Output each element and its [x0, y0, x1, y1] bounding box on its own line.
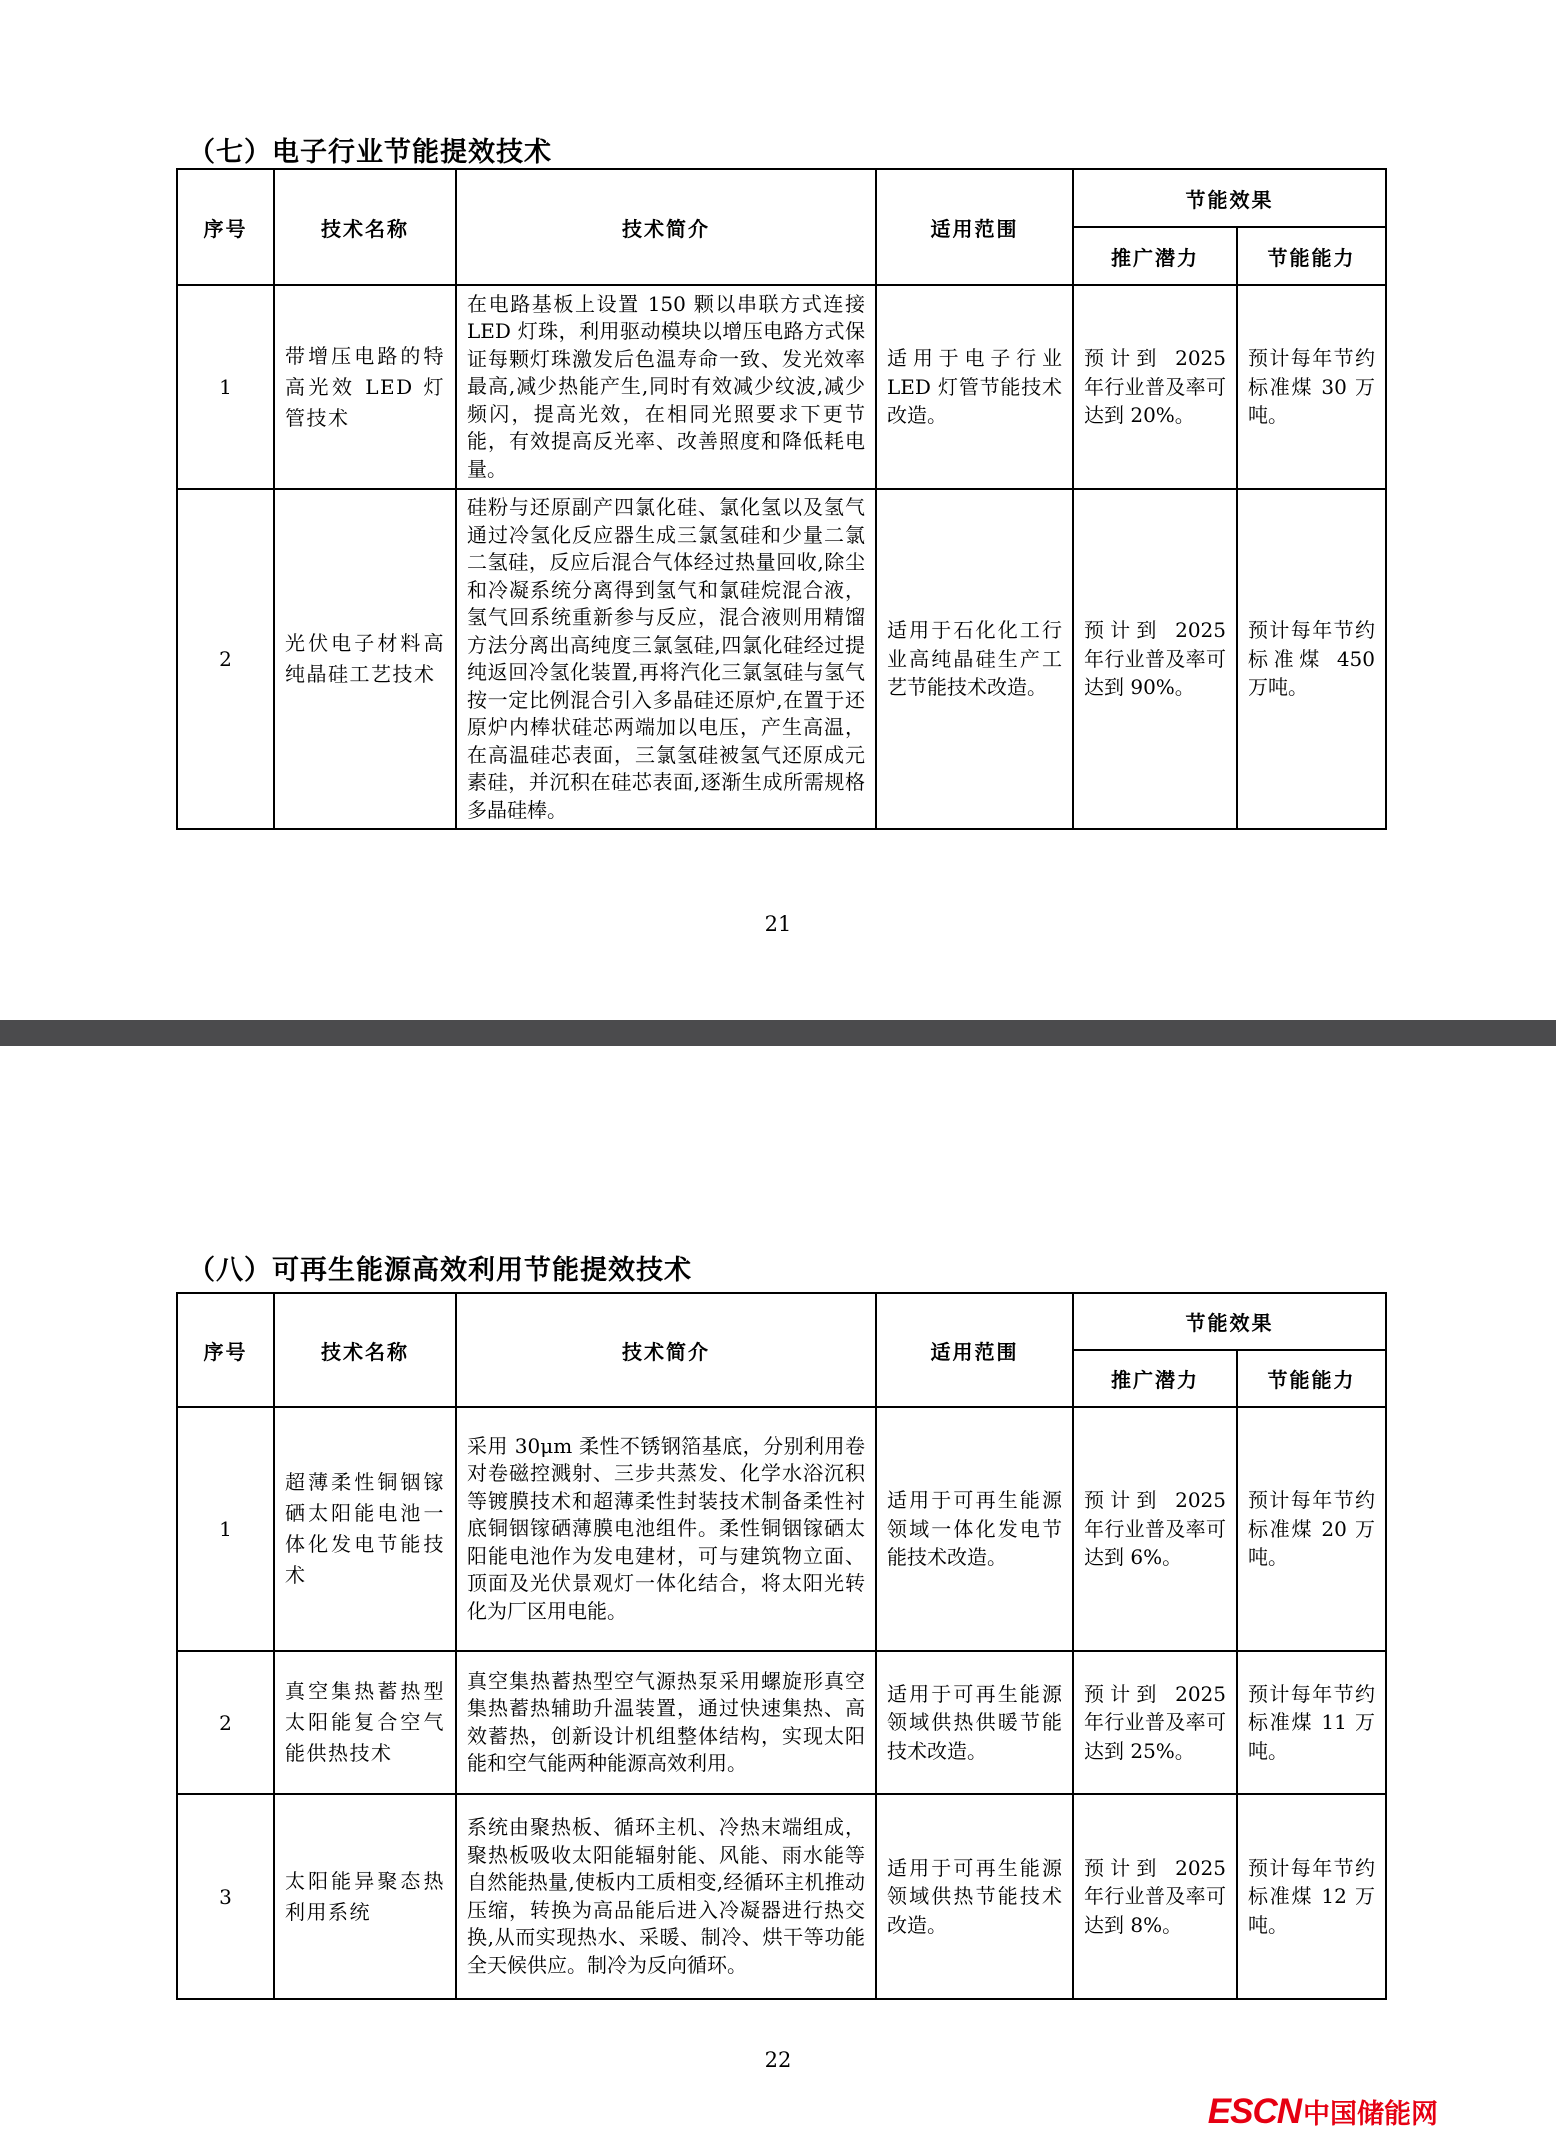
table-row [177, 1794, 1386, 1999]
cell-scope: 适用于电子行业 LED 灯管节能技术改造。 [876, 285, 1073, 489]
cell-tech-name: 超薄柔性铜铟镓硒太阳能电池一体化发电节能技术 [274, 1407, 456, 1651]
section8-heading: （八）可再生能源高效利用节能提效技术 [188, 1255, 692, 1285]
col-header-scope: 适用范围 [876, 169, 1073, 285]
cell-scope: 适用于可再生能源领域供热供暖节能技术改造。 [876, 1651, 1073, 1794]
page-number-21: 21 [764, 912, 792, 936]
cell-tech-intro: 在电路基板上设置 150 颗以串联方式连接 LED 灯珠，利用驱动模块以增压电路方式保证每颗灯珠激发后色温寿命一致、发光效率最高,减少热能产生,同时有效减少纹波,减少频闪，提高光效，在相同光照要求下更节能，有效提高反光率、改善照度和降低耗电量。 [456, 285, 876, 489]
cell-serial: 2 [177, 1651, 274, 1794]
col-header-promotion-potential: 推广潜力 [1073, 1350, 1237, 1407]
cell-capability: 预计每年节约标准煤 11 万吨。 [1237, 1651, 1386, 1794]
table-row [177, 1651, 1386, 1794]
section7-tech-table [176, 168, 1387, 830]
page-number-22: 22 [764, 2048, 792, 2072]
col-header-serial: 序号 [177, 169, 274, 285]
section7-heading: （七）电子行业节能提效技术 [188, 137, 552, 167]
col-header-saving-effect: 节能效果 [1073, 1293, 1386, 1350]
cell-tech-name: 太阳能异聚态热利用系统 [274, 1794, 456, 1999]
cell-potential: 预计到 2025 年行业普及率可达到 20%。 [1073, 285, 1237, 489]
col-header-saving-capability: 节能能力 [1237, 1350, 1386, 1407]
cell-tech-name: 光伏电子材料高纯晶硅工艺技术 [274, 489, 456, 829]
col-header-tech-intro: 技术简介 [456, 169, 876, 285]
cell-scope: 适用于可再生能源领域供热节能技术改造。 [876, 1794, 1073, 1999]
cell-capability: 预计每年节约标准煤 450 万吨。 [1237, 489, 1386, 829]
cell-capability: 预计每年节约标准煤 20 万吨。 [1237, 1407, 1386, 1651]
escn-logo [1208, 2092, 1438, 2132]
col-header-tech-intro: 技术简介 [456, 1293, 876, 1407]
table-row [177, 489, 1386, 829]
cell-scope: 适用于石化化工行业高纯晶硅生产工艺节能技术改造。 [876, 489, 1073, 829]
col-header-tech-name: 技术名称 [274, 1293, 456, 1407]
cell-tech-intro: 系统由聚热板、循环主机、冷热末端组成，聚热板吸收太阳能辐射能、风能、雨水能等自然能热量,使板内工质相变,经循环主机推动压缩，转换为高品能后进入冷凝器进行热交换,从而实现热水、采暖、制冷、烘干等功能全天候供应。制冷为反向循环。 [456, 1794, 876, 1999]
cell-potential: 预计到 2025 年行业普及率可达到 8%。 [1073, 1794, 1237, 1999]
section8-tech-table [176, 1292, 1387, 2000]
cell-capability: 预计每年节约标准煤 12 万吨。 [1237, 1794, 1386, 1999]
table-row [177, 285, 1386, 489]
cell-scope: 适用于可再生能源领域一体化发电节能技术改造。 [876, 1407, 1073, 1651]
cell-potential: 预计到 2025 年行业普及率可达到 25%。 [1073, 1651, 1237, 1794]
cell-serial: 3 [177, 1794, 274, 1999]
escn-logo-text: ESCN [1207, 2092, 1301, 2131]
col-header-saving-effect: 节能效果 [1073, 169, 1386, 227]
cell-tech-intro: 真空集热蓄热型空气源热泵采用螺旋形真空集热蓄热辅助升温装置，通过快速集热、高效蓄热，创新设计机组整体结构，实现太阳能和空气能两种能源高效利用。 [456, 1651, 876, 1794]
cell-potential: 预计到 2025 年行业普及率可达到 6%。 [1073, 1407, 1237, 1651]
cell-capability: 预计每年节约标准煤 30 万吨。 [1237, 285, 1386, 489]
col-header-serial: 序号 [177, 1293, 274, 1407]
page-divider-bar [0, 1020, 1556, 1046]
cell-serial: 1 [177, 285, 274, 489]
cell-tech-name: 真空集热蓄热型太阳能复合空气能供热技术 [274, 1651, 456, 1794]
cell-tech-name: 带增压电路的特高光效 LED 灯管技术 [274, 285, 456, 489]
cell-serial: 2 [177, 489, 274, 829]
cell-potential: 预计到 2025 年行业普及率可达到 90%。 [1073, 489, 1237, 829]
cell-tech-intro: 采用 30μm 柔性不锈钢箔基底，分别利用卷对卷磁控溅射、三步共蒸发、化学水浴沉积等镀膜技术和超薄柔性封装技术制备柔性衬底铜铟镓硒薄膜电池组件。柔性铜铟镓硒太阳能电池作为发电建材，可与建筑物立面、顶面及光伏景观灯一体化结合，将太阳光转化为厂区用电能。 [456, 1407, 876, 1651]
col-header-saving-capability: 节能能力 [1237, 227, 1386, 285]
col-header-tech-name: 技术名称 [274, 169, 456, 285]
col-header-scope: 适用范围 [876, 1293, 1073, 1407]
col-header-promotion-potential: 推广潜力 [1073, 227, 1237, 285]
cell-tech-intro: 硅粉与还原副产四氯化硅、氯化氢以及氢气通过冷氢化反应器生成三氯氢硅和少量二氯二氢硅，反应后混合气体经过热量回收,除尘和冷凝系统分离得到氢气和氯硅烷混合液，氢气回系统重新参与反应，混合液则用精馏方法分离出高纯度三氯氢硅,四氯化硅经过提纯返回冷氢化装置,再将汽化三氯氢硅与氢气按一定比例混合引入多晶硅还原炉,在置于还原炉内棒状硅芯两端加以电压，产生高温，在高温硅芯表面，三氯氢硅被氢气还原成元素硅，并沉积在硅芯表面,逐渐生成所需规格多晶硅棒。 [456, 489, 876, 829]
table-row [177, 1407, 1386, 1651]
cell-serial: 1 [177, 1407, 274, 1651]
escn-site-name: 中国储能网 [1303, 2099, 1438, 2129]
